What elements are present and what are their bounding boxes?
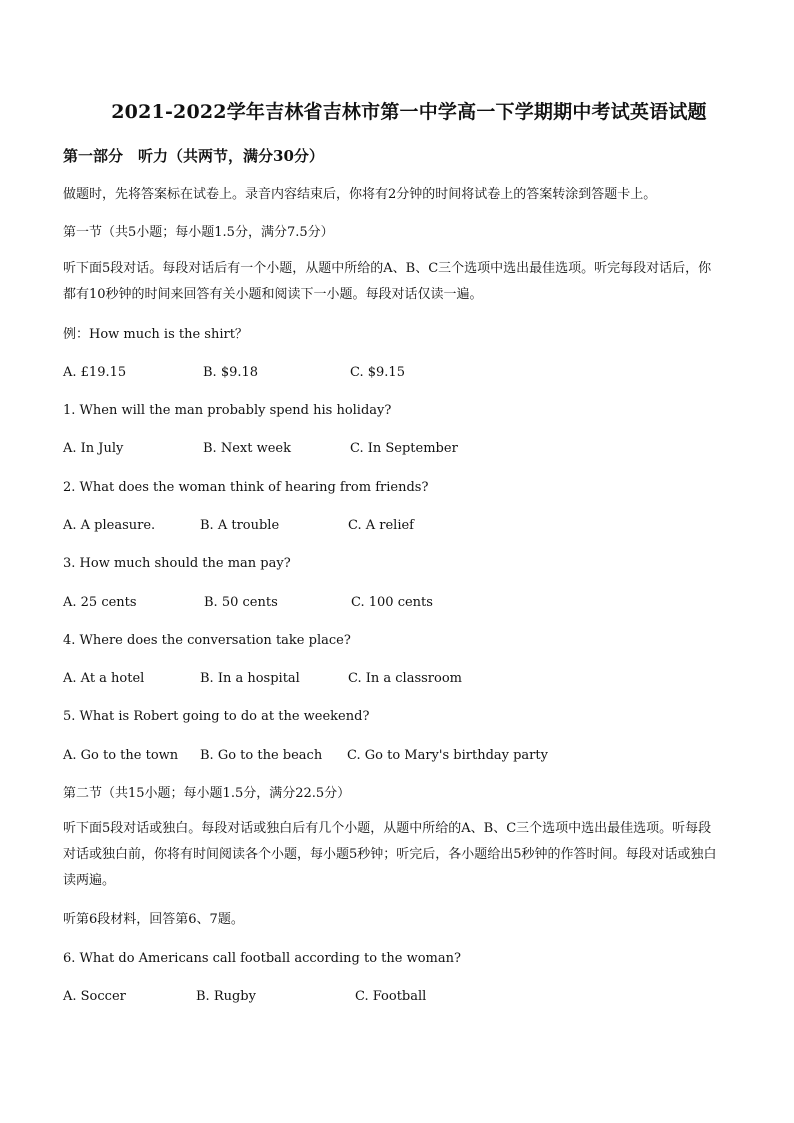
q4-option-a: A. At a hotel [63,671,145,686]
exam-title: 2021-2022学年吉林省吉林市第一中学高一下学期期中考试英语试题 [111,101,707,123]
section1-heading: 第一节（共5小题；每小题1.5分，满分7.5分） [63,225,334,240]
q2-option-b: B. A trouble [200,518,280,533]
q3-option-b: B. 50 cents [204,595,278,610]
section1-directions: 听下面5段对话。每段对话后有一个小题，从题中所给的A、B、C三个选项中选出最佳选项。听完每段对话后，你都有10秒钟的时间来回答有关小题和阅读下一小题。每段对话仅读一遍。 [63,261,712,302]
question-2: 2. What does the woman think of hearing from friends? [63,480,429,495]
q2-option-c: C. A relief [348,518,414,533]
example-option-b: B. $9.18 [203,365,259,380]
section2-heading: 第二节（共15小题；每小题1.5分，满分22.5分） [63,786,351,801]
q5-option-c: C. Go to Mary's birthday party [347,748,548,763]
question-5: 5. What is Robert going to do at the weekend? [63,709,370,724]
q4-option-c: C. In a classroom [348,671,462,686]
question-3: 3. How much should the man pay? [63,556,291,571]
question-4: 4. Where does the conversation take place? [63,633,351,648]
q3-option-a: A. 25 cents [63,595,137,610]
instructions: 做题时，先将答案标在试卷上。录音内容结束后，你将有2分钟的时间将试卷上的答案转涂到答题卡上。 [63,187,657,202]
q1-option-a: A. In July [63,441,124,456]
q3-option-c: C. 100 cents [351,595,433,610]
q4-option-b: B. In a hospital [200,671,300,686]
section2-directions: 听下面5段对话或独白。每段对话或独白后有几个小题，从题中所给的A、B、C三个选项中选出最佳选项。听每段对话或独白前，你将有时间阅读各个小题，每小题5秒钟；听完后，各小题给出5秒钟的作答时间。每段对话或独白读两遍。 [63,821,717,888]
example-question: 例：How much is the shirt？ [63,327,248,342]
q5-option-b: B. Go to the beach [200,748,323,763]
example-option-a: A. £19.15 [63,365,127,380]
q6-option-c: C. Football [355,989,427,1004]
question-1: 1. When will the man probably spend his holiday? [63,403,392,418]
part1-heading: 第一部分 听力（共两节，满分30分） [63,147,324,165]
q6-option-a: A. Soccer [63,989,126,1004]
q2-option-a: A. A pleasure. [63,518,156,533]
example-option-c: C. $9.15 [350,365,405,380]
question-6: 6. What do Americans call football according to the woman? [63,951,461,966]
q5-option-a: A. Go to the town [63,748,179,763]
q1-option-b: B. Next week [203,441,291,456]
material-note: 听第6段材料，回答第6、7题。 [63,912,244,927]
q1-option-c: C. In September [350,441,458,456]
q6-option-b: B. Rugby [196,989,256,1004]
